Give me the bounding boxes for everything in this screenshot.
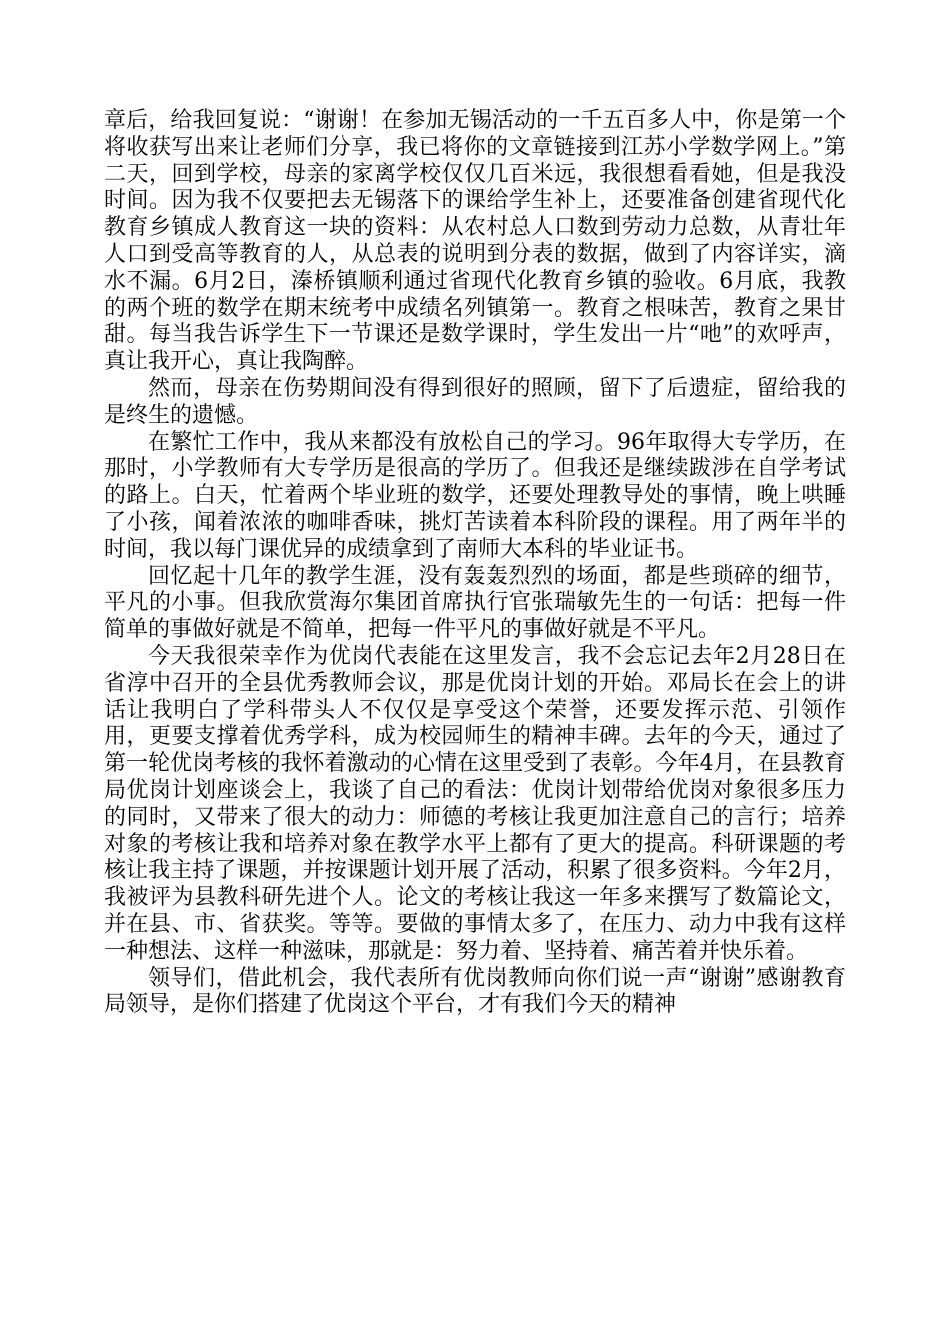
document-page	[104, 108, 846, 1019]
paragraph-2: 然而，母亲在伤势期间没有得到很好的照顾，留下了后遗症，留给我的是终生的遗憾。	[104, 375, 846, 428]
paragraph-1: 章后，给我回复说：“谢谢！在参加无锡活动的一千五百多人中，你是第一个将收获写出来让老师们分享，我已将你的文章链接到江苏小学数学网上。”第二天，回到学校，母亲的家离学校仅仅几百米远，我很想看看她，但是我没时间。因为我不仅要把去无锡落下的课给学生补上，还要准备创建省现代化教育乡镇成人教育这一块的资料：从农村总人口数到劳动力总数，从青壮年人口到受高等教育的人，从总表的说明到分表的数据，做到了内容详实，滴水不漏。6月2日，溱桥镇顺利通过省现代化教育乡镇的验收。6月底，我教的两个班的数学在期末统考中成绩名列镇第一。教育之根味苦，教育之果甘甜。每当我告诉学生下一节课还是数学课时，学生发出一片“吔”的欢呼声，真让我开心，真让我陶醉。	[104, 108, 846, 375]
paragraph-5: 今天我很荣幸作为优岗代表能在这里发言，我不会忘记去年2月28日在省淳中召开的全县优秀教师会议，那是优岗计划的开始。邓局长在会上的讲话让我明白了学科带头人不仅仅是享受这个荣誉，还要发挥示范、引领作用，更要支撑着优秀学科，成为校园师生的精神丰碑。去年的今天，通过了第一轮优岗考核的我怀着激动的心情在这里受到了表彰。今年4月，在县教育局优岗计划座谈会上，我谈了自己的看法：优岗计划带给优岗对象很多压力的同时，又带来了很大的动力：师德的考核让我更加注意自己的言行；培养对象的考核让我和培养对象在教学水平上都有了更大的提高。科研课题的考核让我主持了课题，并按课题计划开展了活动，积累了很多资料。今年2月，我被评为县教科研先进个人。论文的考核让我这一年多来撰写了数篇论文，并在县、市、省获奖。等等。要做的事情太多了，在压力、动力中我有这样一种想法、这样一种滋味，那就是：努力着、坚持着、痛苦着并快乐着。	[104, 643, 846, 964]
paragraph-6: 领导们，借此机会，我代表所有优岗教师向你们说一声“谢谢”感谢教育局领导，是你们搭建了优岗这个平台，才有我们今天的精神	[104, 965, 846, 1018]
paragraph-3: 在繁忙工作中，我从来都没有放松自己的学习。96年取得大专学历，在那时，小学教师有大专学历是很高的学历了。但我还是继续跋涉在自学考试的路上。白天，忙着两个毕业班的数学，还要处理教导处的事情，晚上哄睡了小孩，闻着浓浓的咖啡香味，挑灯苦读着本科阶段的课程。用了两年半的时间，我以每门课优异的成绩拿到了南师大本科的毕业证书。	[104, 429, 846, 562]
paragraph-4: 回忆起十几年的教学生涯，没有轰轰烈烈的场面，都是些琐碎的细节，平凡的小事。但我欣赏海尔集团首席执行官张瑞敏先生的一句话：把每一件简单的事做好就是不简单，把每一件平凡的事做好就是不平凡。	[104, 563, 846, 643]
